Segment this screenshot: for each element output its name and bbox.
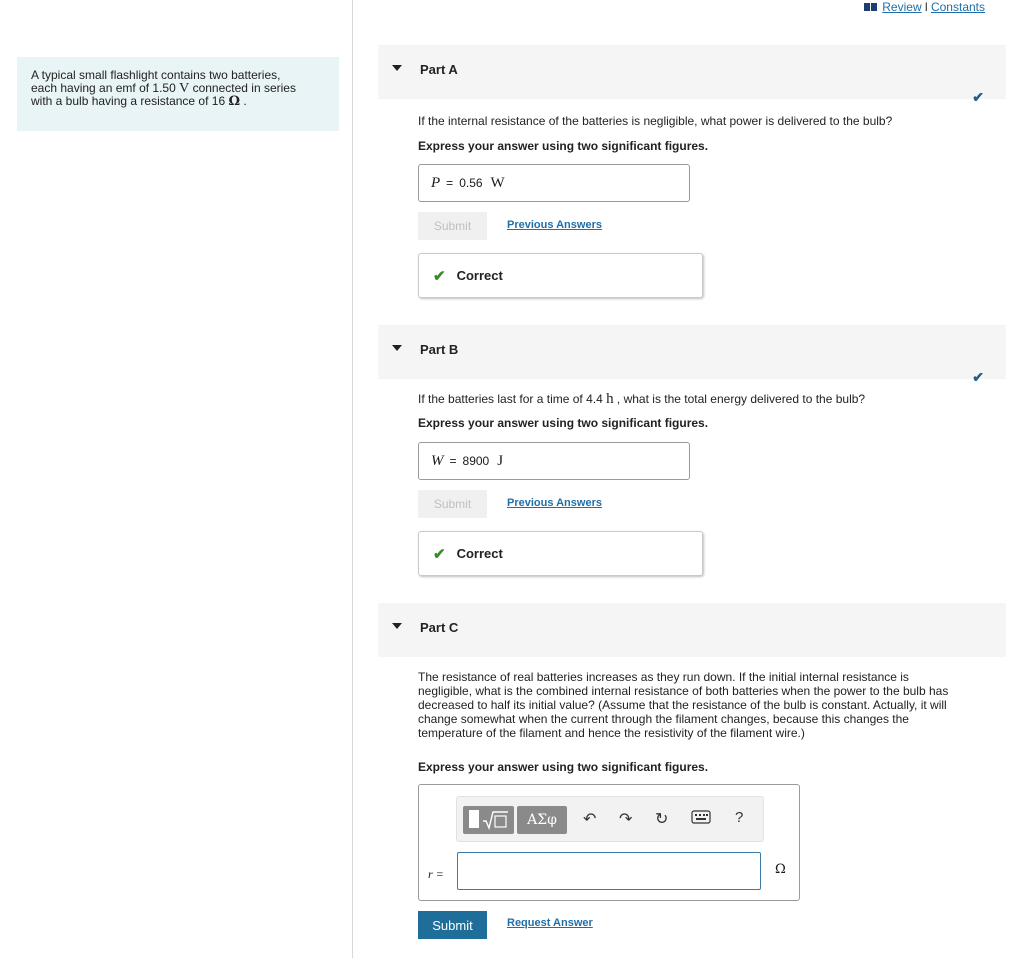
feedback-text: Correct — [456, 268, 503, 283]
part-a-answer-field — [418, 164, 690, 202]
answer-unit: J — [497, 452, 504, 469]
book-icon — [864, 3, 877, 11]
part-b-submit-button: Submit — [418, 490, 487, 518]
part-c-header[interactable] — [378, 603, 1006, 657]
equals-sign: = — [446, 176, 454, 190]
answer-unit: W — [490, 174, 505, 191]
part-b-title: Part B — [420, 342, 459, 357]
part-b-question: If the batteries last for a time of 4.4 h , what is the total energy delivered to the bulb? — [418, 391, 866, 407]
greek-letters-button[interactable]: ΑΣφ — [517, 806, 567, 834]
part-a-submit-button: Submit — [418, 212, 487, 240]
part-b-previous-answers-link[interactable]: Previous Answers — [507, 497, 602, 509]
answer-variable-label: r = — [428, 867, 444, 881]
question-line: The resistance of real batteries increases as they run down. If the initial internal resistance is — [418, 670, 909, 684]
part-b-instruction: Express your answer using two significant figures. — [418, 416, 709, 430]
part-a-instruction: Express your answer using two significant figures. — [418, 139, 709, 153]
reset-icon[interactable]: ↻ — [655, 811, 669, 828]
part-a-header[interactable] — [378, 45, 1006, 105]
green-check-icon: ✔ — [433, 267, 446, 285]
green-check-icon: ✔ — [433, 545, 446, 563]
question-line: negligible, what is the combined internal resistance of both batteries when the power to the bulb has — [418, 684, 949, 698]
question-line: decreased to half its initial value? (Assume that the resistance of the bulb is constant. Actually, it will — [418, 698, 947, 712]
problem-line: with a bulb having a resistance of 16 Ω . — [31, 94, 247, 109]
request-answer-link[interactable]: Request Answer — [507, 917, 593, 929]
check-icon: ✔ — [972, 89, 984, 105]
part-c-instruction: Express your answer using two significant figures. — [418, 760, 709, 774]
review-link[interactable]: Review — [882, 0, 922, 14]
part-a-question: If the internal resistance of the batteries is negligible, what power is delivered to the bulb? — [418, 114, 893, 128]
part-c-question — [418, 670, 948, 740]
part-a-previous-answers-link[interactable]: Previous Answers — [507, 219, 602, 231]
part-c-title: Part C — [420, 620, 459, 635]
math-toolbar — [456, 796, 764, 842]
equals-sign: = — [449, 454, 457, 468]
answer-editor — [418, 784, 800, 901]
question-line: change somewhat when the current through the filament changes, because this changes the — [418, 712, 909, 726]
answer-value: 8900 — [462, 454, 490, 468]
answer-unit: Ω — [775, 862, 786, 877]
part-b-answer-field — [418, 442, 690, 480]
redo-icon[interactable]: ↷ — [619, 811, 633, 828]
part-a-title: Part A — [420, 62, 458, 77]
constants-link[interactable]: Constants — [930, 0, 985, 14]
top-links — [864, 0, 985, 14]
question-line: temperature of the filament and hence the resistivity of the filament wire.) — [418, 726, 805, 740]
link-separator: I — [924, 0, 928, 14]
keyboard-icon[interactable] — [691, 810, 711, 829]
check-icon: ✔ — [972, 369, 984, 385]
templates-icon[interactable] — [463, 806, 514, 834]
part-b-feedback — [418, 531, 703, 576]
part-b-header[interactable] — [378, 325, 1006, 385]
answer-variable: W — [431, 452, 444, 469]
collapse-triangle-icon[interactable] — [392, 345, 402, 351]
undo-icon[interactable]: ↶ — [583, 811, 597, 828]
collapse-triangle-icon[interactable] — [392, 65, 402, 71]
problem-statement — [17, 57, 339, 131]
column-divider — [352, 0, 353, 958]
answer-input[interactable] — [457, 852, 761, 890]
help-icon[interactable]: ? — [735, 809, 744, 826]
answer-variable: P — [431, 174, 441, 191]
collapse-triangle-icon[interactable] — [392, 623, 402, 629]
part-a-feedback — [418, 253, 703, 298]
problem-line: each having an emf of 1.50 V connected in series — [31, 81, 296, 96]
feedback-text: Correct — [456, 546, 503, 561]
part-c-submit-button[interactable]: Submit — [418, 911, 487, 939]
problem-line: A typical small flashlight contains two batteries, — [31, 68, 281, 82]
answer-value: 0.56 — [459, 176, 483, 190]
